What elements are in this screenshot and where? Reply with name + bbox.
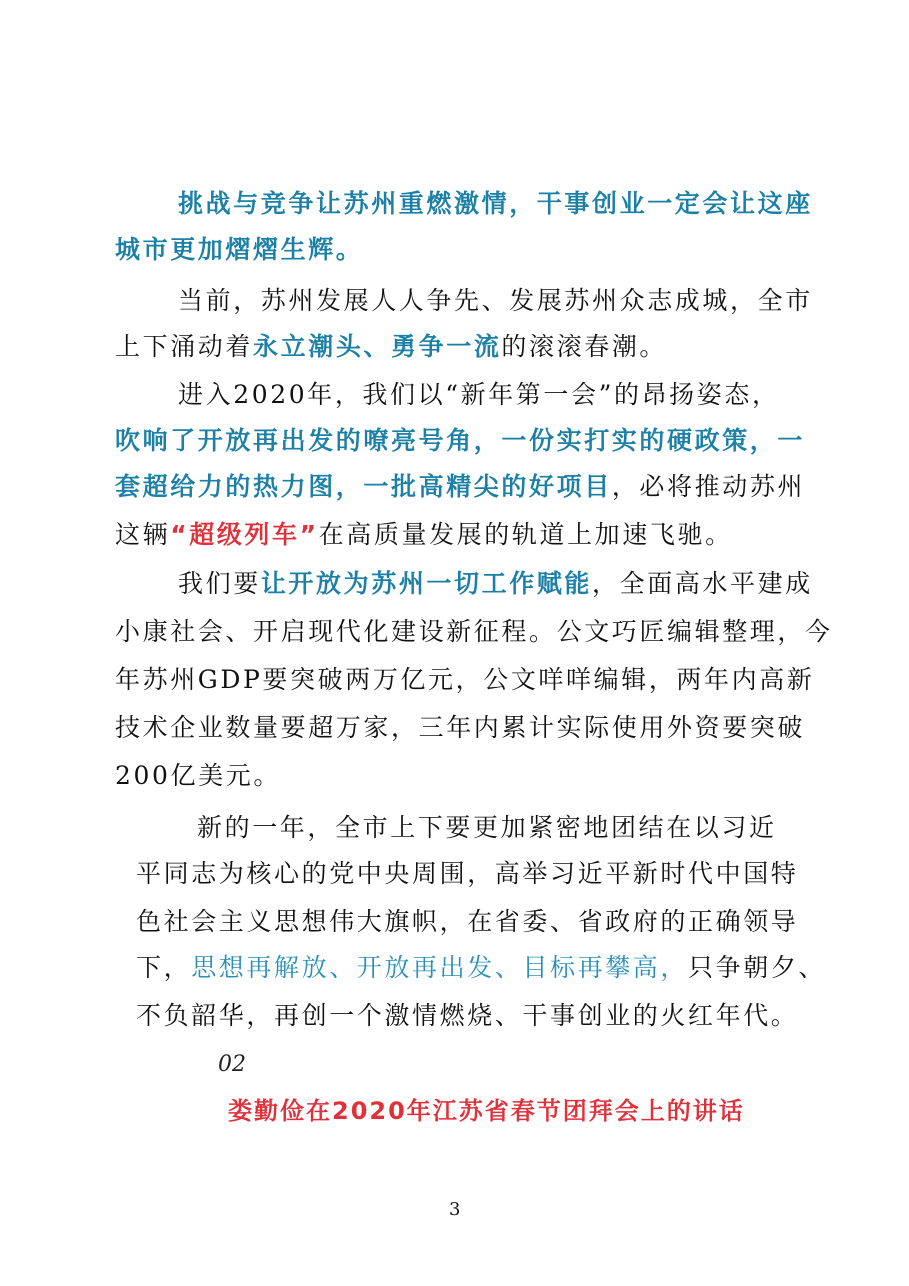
para3-line-5: 200亿美元。 [115, 761, 281, 790]
para3-line-3: 年苏州GDP要突破两万亿元，公文咩咩编辑，两年内高新 [115, 665, 815, 694]
para2-line-4 [115, 517, 733, 553]
para3-line-1-text-a: 我们要 [178, 569, 261, 598]
para4-line-3: 色社会主义思想伟大旗帜，在省委、省政府的正确领导 [136, 907, 799, 936]
para4-highlight: 思想再解放、开放再出发、目标再攀高， [191, 953, 689, 982]
para4-line-2: 平同志为核心的党中央周围，高举习近平新时代中国特 [136, 859, 799, 888]
para3-line-1 [178, 566, 813, 602]
para2-line-3 [115, 469, 805, 505]
para4-line-1: 新的一年，全市上下要更加紧密地团结在以习近 [197, 813, 777, 842]
page-number: 3 [449, 1199, 461, 1220]
para2-line-4-text-a: 这辆 [115, 520, 171, 549]
heading-line-1: 挑战与竞争让苏州重燃激情，干事创业一定会让这座 [178, 189, 813, 218]
para2-line-1: 进入2020年，我们以“新年第一会”的昂扬姿态， [178, 380, 780, 409]
para1-line-1: 当前，苏州发展人人争先、发展苏州众志成城，全市 [178, 286, 813, 315]
para2-line-3-highlight: 套超给力的热力图，一批高精尖的好项目 [115, 472, 612, 501]
para3-line-1-text-c: ，全面高水平建成 [592, 569, 813, 598]
para2-line-4-text-c: 在高质量发展的轨道上加速飞驰。 [318, 520, 733, 549]
para3-highlight: 让开放为苏州一切工作赋能 [260, 569, 593, 598]
super-train-highlight: “超级列车” [170, 520, 319, 549]
para4-line-5: 不负韶华，再创一个激情燃烧、干事创业的火红年代。 [136, 1001, 799, 1030]
section-title: 娄勤俭在2020年江苏省春节团拜会上的讲话 [228, 1097, 745, 1125]
heading-line-2: 城市更加熠熠生辉。 [115, 235, 364, 264]
para1-line-2-text-a: 上下涌动着 [115, 332, 254, 361]
para1-line-2-text-c: 的滚滚春潮。 [501, 332, 668, 361]
para4-line-4-text-c: 只争朝夕、 [688, 953, 827, 982]
para1-line-2 [115, 329, 667, 365]
para3-line-4: 技术企业数量要超万家，三年内累计实际使用外资要突破 [115, 713, 806, 742]
para2-line-3-text: ，必将推动苏州 [611, 472, 806, 501]
para3-line-2: 小康社会、开启现代化建设新征程。公文巧匠编辑整理，今 [115, 617, 833, 646]
para4-line-4-text-a: 下， [136, 953, 192, 982]
section-number: 02 [218, 1052, 246, 1077]
para4-line-4 [136, 950, 826, 986]
para1-highlight: 永立潮头、勇争一流 [253, 332, 502, 361]
para2-line-2: 吹响了开放再出发的嘹亮号角，一份实打实的硬政策，一 [115, 426, 806, 455]
